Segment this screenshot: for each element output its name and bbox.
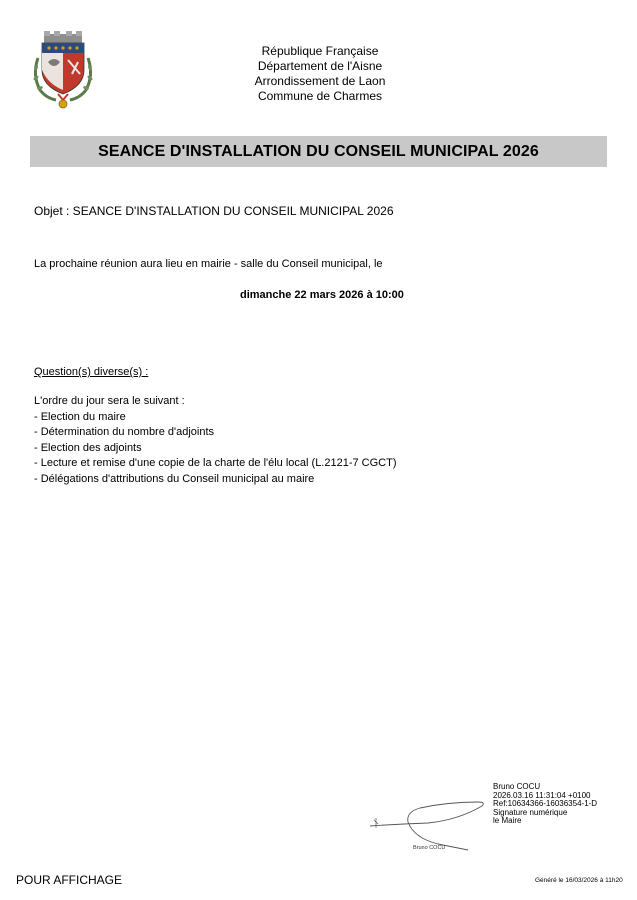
signature-caption: Bruno COCU	[413, 845, 446, 851]
signature-type: Signature numérique	[493, 807, 568, 817]
handwritten-signature	[368, 798, 490, 852]
agenda-item: - Lecture et remise d'une copie de la charte de l'élu local (L.2121-7 CGCT)	[34, 457, 397, 469]
questions-heading: Question(s) diverse(s) :	[34, 366, 149, 378]
document-title: SEANCE D'INSTALLATION DU CONSEIL MUNICIPAL 2026	[98, 142, 539, 160]
signature-timestamp: 2026.03.16 11:31:04 +0100	[493, 790, 591, 800]
meeting-date: dimanche 22 mars 2026 à 10:00	[240, 289, 404, 301]
header-line-republic: République Française	[261, 44, 379, 58]
generated-timestamp: Généré le 16/03/2026 à 11h20	[535, 877, 623, 884]
header-line-commune: Commune de Charmes	[257, 89, 383, 103]
signer-name: Bruno COCU	[493, 782, 541, 791]
digital-signature-block	[493, 783, 597, 826]
signature-reference: Ref:10634366-16036354-1-D	[493, 799, 598, 809]
agenda-item: - Election des adjoints	[34, 441, 142, 454]
agenda-item: - Détermination du nombre d'adjoints	[34, 426, 215, 438]
coat-of-arms-logo	[30, 30, 96, 110]
issuing-authority-header	[230, 44, 410, 104]
agenda-intro: L'ordre du jour sera le suivant :	[34, 395, 185, 407]
agenda-list	[34, 394, 397, 487]
agenda-item: - Délégations d'attributions du Conseil municipal au maire	[34, 472, 315, 485]
signer-role: le Maire	[493, 816, 522, 826]
posting-notice: POUR AFFICHAGE	[16, 873, 123, 887]
title-bar	[30, 136, 607, 167]
meeting-intro-text: La prochaine réunion aura lieu en mairie - salle du Conseil municipal, le	[34, 258, 383, 270]
header-line-arrondissement: Arrondissement de Laon	[254, 74, 386, 88]
header-line-department: Département de l'Aisne	[257, 59, 383, 73]
subject-line: Objet : SEANCE D'INSTALLATION DU CONSEIL MUNICIPAL 2026	[34, 204, 394, 218]
agenda-item: - Election du maire	[34, 410, 126, 423]
